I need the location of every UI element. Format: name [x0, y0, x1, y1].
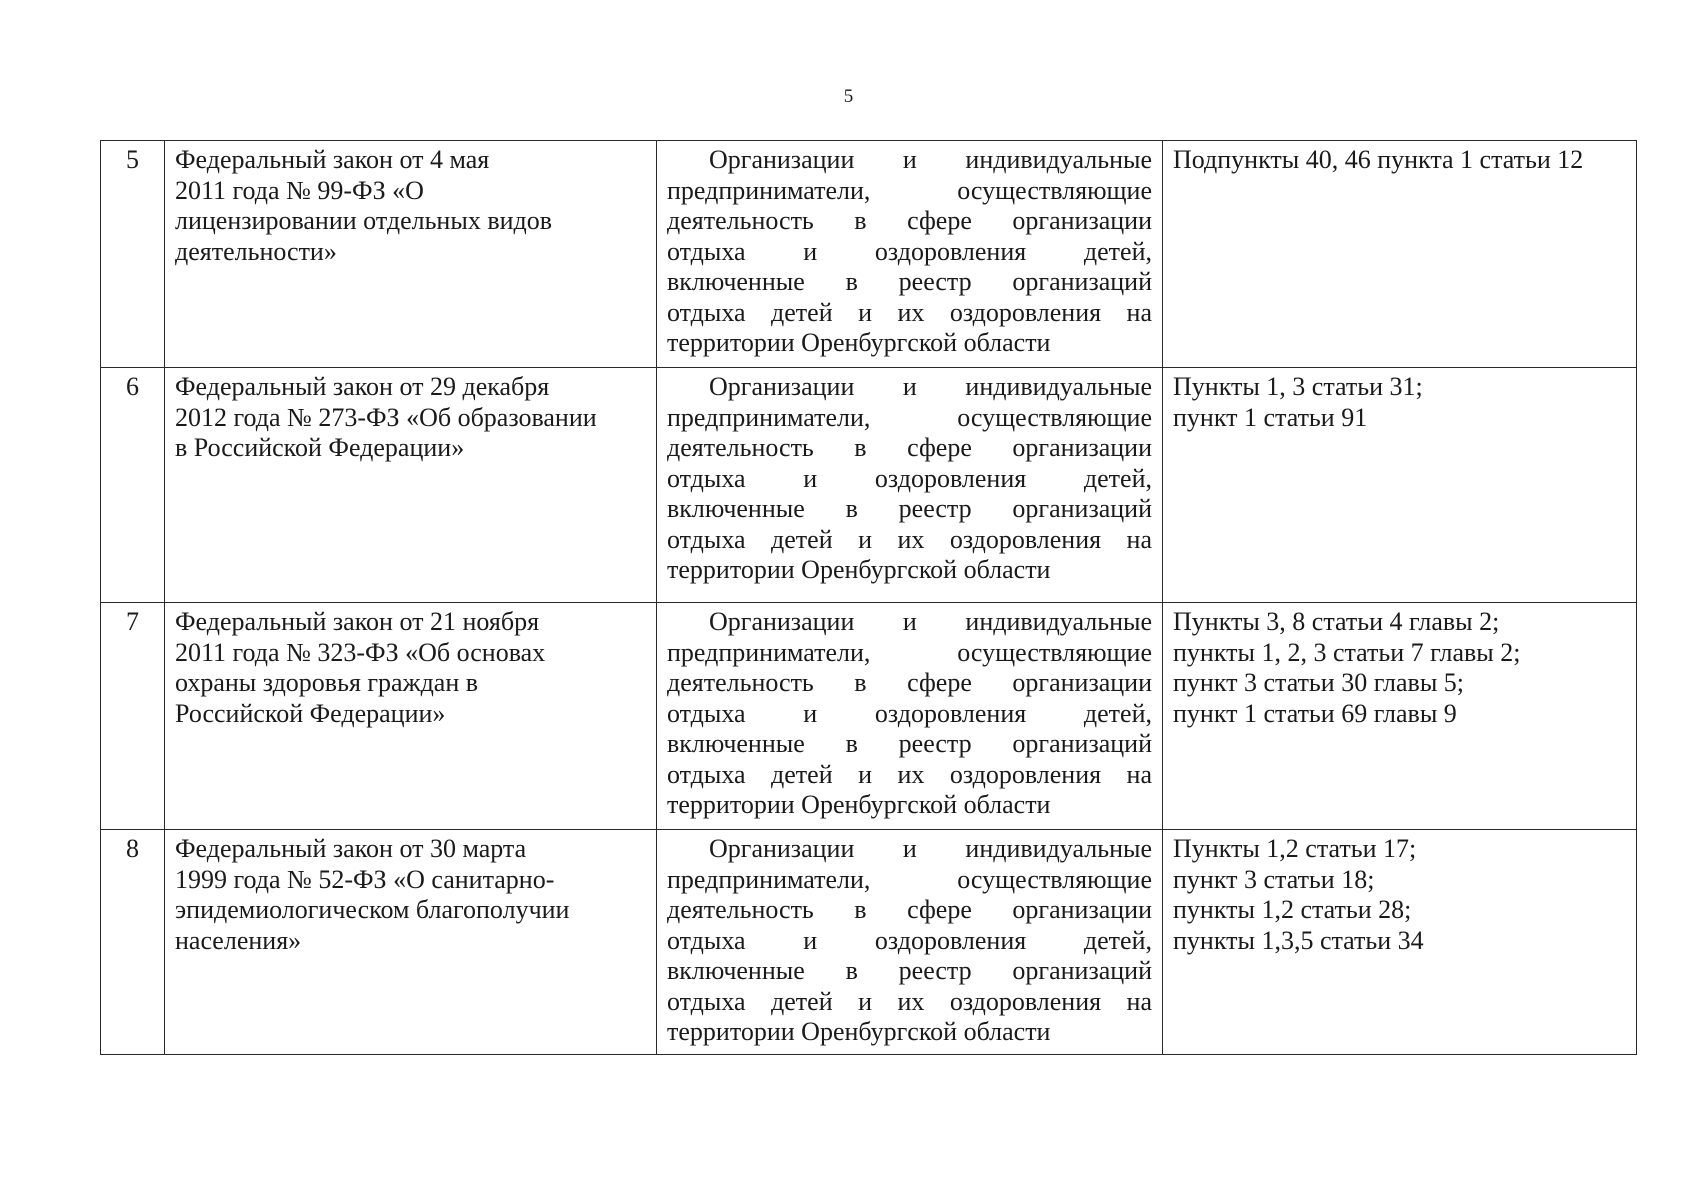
- subject-cell: [657, 141, 1163, 368]
- law-title-line: Федеральный закон от 30 марта: [175, 834, 527, 863]
- provision-line: Пункты 1,2 статьи 17;: [1173, 834, 1417, 863]
- subject-line: территории Оренбургской области: [667, 555, 1051, 584]
- subject-line: отдыха и оздоровления детей,: [667, 463, 1152, 493]
- table-row: [101, 141, 1637, 368]
- provision-line: Подпункты 40, 46 пункта 1 статьи 12: [1173, 145, 1584, 174]
- subject-cell: [657, 603, 1163, 830]
- law-title-line: эпидемиологическом благополучии: [175, 895, 570, 924]
- row-number-cell: 8: [101, 830, 165, 1055]
- table-row: [101, 603, 1637, 830]
- subject-line: отдыха детей и их оздоровления на: [667, 986, 1152, 1016]
- subject-line: отдыха и оздоровления детей,: [667, 236, 1152, 266]
- law-title-line: в Российской Федерации»: [175, 433, 465, 462]
- subject-line: предприниматели, осуществляющие: [667, 175, 1152, 205]
- subject-line: отдыха детей и их оздоровления на: [667, 297, 1152, 327]
- law-title-line: 1999 года № 52-ФЗ «О санитарно-: [175, 864, 555, 894]
- law-title-line: Федеральный закон от 4 мая: [175, 145, 490, 174]
- provision-line: пункты 1, 2, 3 статьи 7 главы 2;: [1173, 637, 1521, 667]
- law-title-line: 2011 года № 323-ФЗ «Об основах: [175, 637, 546, 667]
- subject-line: включенные в реестр организаций: [667, 729, 1152, 758]
- row-number-cell: 5: [101, 141, 165, 368]
- subject-line: территории Оренбургской области: [667, 328, 1051, 357]
- law-title-line: лицензировании отдельных видов: [175, 206, 553, 235]
- row-number-cell: 6: [101, 368, 165, 603]
- subject-line: Организации и индивидуальные: [709, 607, 1152, 636]
- law-title-line: деятельности»: [175, 236, 337, 266]
- law-title-cell: [165, 603, 657, 830]
- provision-line: пункты 1,2 статьи 28;: [1173, 895, 1412, 924]
- subject-line: отдыха и оздоровления детей,: [667, 925, 1152, 955]
- subject-line: Организации и индивидуальные: [709, 834, 1152, 863]
- law-title-cell: [165, 368, 657, 603]
- provision-line: Пункты 1, 3 статьи 31;: [1173, 372, 1423, 401]
- law-title-line: охраны здоровья граждан в: [175, 668, 479, 697]
- subject-line: предприниматели, осуществляющие: [667, 637, 1152, 667]
- provision-line: пункты 1,3,5 статьи 34: [1173, 925, 1424, 955]
- subject-line: включенные в реестр организаций: [667, 494, 1152, 523]
- subject-line: отдыха и оздоровления детей,: [667, 698, 1152, 728]
- subject-line: деятельность в сфере организации: [667, 668, 1152, 697]
- subject-line: территории Оренбургской области: [667, 1017, 1051, 1046]
- subject-line: включенные в реестр организаций: [667, 267, 1152, 296]
- page-number: 5: [843, 86, 854, 107]
- table-body: [101, 141, 1637, 1055]
- row-number-cell: 7: [101, 603, 165, 830]
- law-title-cell: [165, 141, 657, 368]
- law-title-line: 2011 года № 99-ФЗ «О: [175, 175, 424, 205]
- law-title-line: Российской Федерации»: [175, 698, 446, 728]
- law-title-line: Федеральный закон от 21 ноября: [175, 607, 540, 636]
- provision-line: пункт 1 статьи 69 главы 9: [1173, 698, 1457, 728]
- provisions-cell: [1163, 141, 1637, 368]
- law-title-line: 2012 года № 273-ФЗ «Об образовании: [175, 402, 597, 432]
- provision-line: пункт 3 статьи 30 главы 5;: [1173, 668, 1465, 697]
- subject-line: предприниматели, осуществляющие: [667, 402, 1152, 432]
- subject-line: предприниматели, осуществляющие: [667, 864, 1152, 894]
- subject-cell: [657, 830, 1163, 1055]
- legal-acts-table: [100, 140, 1637, 1055]
- law-title-cell: [165, 830, 657, 1055]
- subject-line: отдыха детей и их оздоровления на: [667, 524, 1152, 554]
- provision-line: пункт 3 статьи 18;: [1173, 864, 1375, 894]
- provisions-cell: [1163, 368, 1637, 603]
- law-title-line: Федеральный закон от 29 декабря: [175, 372, 550, 401]
- subject-cell: [657, 368, 1163, 603]
- provisions-cell: [1163, 830, 1637, 1055]
- table-row: [101, 830, 1637, 1055]
- table-row: [101, 368, 1637, 603]
- provision-line: пункт 1 статьи 91: [1173, 402, 1368, 432]
- subject-line: деятельность в сфере организации: [667, 433, 1152, 462]
- provisions-cell: [1163, 603, 1637, 830]
- subject-line: Организации и индивидуальные: [709, 145, 1152, 174]
- subject-line: деятельность в сфере организации: [667, 206, 1152, 235]
- law-title-line: населения»: [175, 925, 302, 955]
- subject-line: включенные в реестр организаций: [667, 956, 1152, 985]
- provision-line: Пункты 3, 8 статьи 4 главы 2;: [1173, 607, 1500, 636]
- subject-line: деятельность в сфере организации: [667, 895, 1152, 924]
- subject-line: территории Оренбургской области: [667, 790, 1051, 819]
- subject-line: Организации и индивидуальные: [709, 372, 1152, 401]
- subject-line: отдыха детей и их оздоровления на: [667, 759, 1152, 789]
